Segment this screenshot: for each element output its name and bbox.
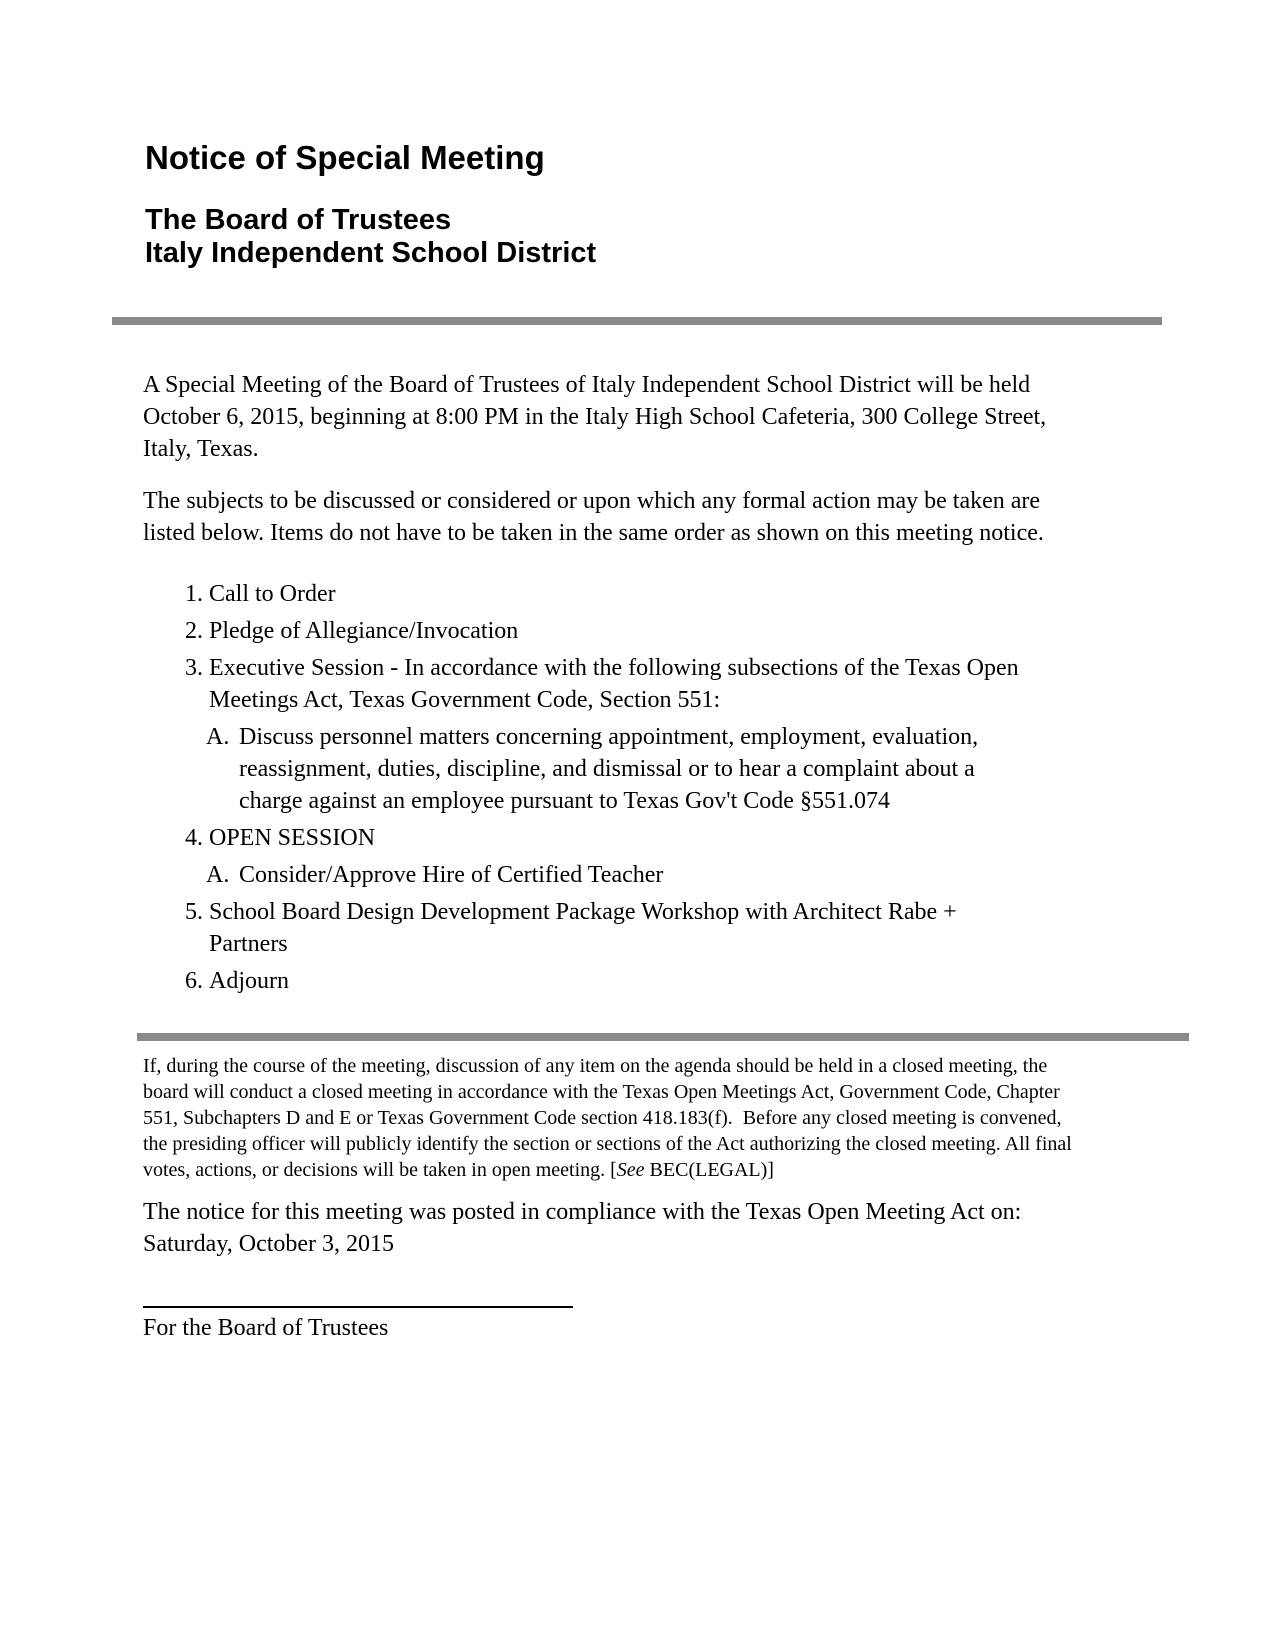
agenda-item-3A: [143, 721, 1019, 817]
item-marker: A.: [206, 724, 230, 750]
text-line-with-citation: [143, 1157, 1072, 1183]
text-line: Discuss personnel matters concerning appointment, employment, evaluation,: [239, 724, 979, 750]
text-line: the presiding officer will publicly identify the section or sections of the Act authorizing the closed meeting. All final: [143, 1133, 1072, 1155]
item-marker: 2.: [185, 618, 203, 644]
text-line: October 6, 2015, beginning at 8:00 PM in the Italy High School Cafeteria, 300 College Street,: [143, 404, 1047, 430]
text-line: If, during the course of the meeting, discussion of any item on the agenda should be held in a closed meeting, the: [143, 1055, 1048, 1077]
text-line: Partners: [209, 931, 288, 957]
item-marker: A.: [206, 862, 230, 888]
citation-suffix: BEC(LEGAL)]: [644, 1159, 774, 1181]
posting-statement: [143, 1196, 1021, 1260]
text-line: charge against an employee pursuant to Texas Gov't Code §551.074: [239, 788, 890, 814]
text-line: Italy, Texas.: [143, 436, 259, 462]
subtitle-org: The Board of Trustees: [145, 204, 452, 236]
agenda-item-6: [143, 965, 1019, 997]
text-line: 551, Subchapters D and E or Texas Government Code section 418.183(f). Before any closed meeting is convened,: [143, 1107, 1062, 1129]
text-line: Meetings Act, Texas Government Code, Section 551:: [209, 687, 721, 713]
bottom-divider-rule: [137, 1033, 1189, 1041]
text-line: The subjects to be discussed or considered or upon which any formal action may be taken are: [143, 488, 1041, 514]
text-line: Adjourn: [209, 968, 289, 994]
subtitle-district: Italy Independent School District: [145, 237, 597, 269]
text-line: OPEN SESSION: [209, 825, 376, 851]
signature-block: [143, 1306, 573, 1344]
item-marker: 5.: [185, 899, 203, 925]
agenda-item-3: [143, 652, 1019, 716]
text-line: School Board Design Development Package Workshop with Architect Rabe +: [209, 899, 957, 925]
signature-line: [143, 1306, 573, 1308]
item-text: [209, 822, 375, 854]
item-text: [209, 896, 957, 960]
item-text: [239, 859, 663, 891]
text-line: Consider/Approve Hire of Certified Teacher: [239, 862, 664, 888]
citation-see-italic: See: [616, 1159, 645, 1181]
item-marker: 1.: [185, 581, 203, 607]
document-subtitle: [145, 204, 596, 270]
agenda-item-5: [143, 896, 1019, 960]
item-marker: 6.: [185, 968, 203, 994]
subjects-paragraph: [143, 485, 1044, 549]
item-text: [239, 721, 978, 817]
text-line: Pledge of Allegiance/Invocation: [209, 618, 519, 644]
item-text: [209, 965, 289, 997]
text-line: board will conduct a closed meeting in accordance with the Texas Open Meetings Act, Government Code, Chapter: [143, 1081, 1060, 1103]
text-line: Call to Order: [209, 581, 336, 607]
agenda-item-1: [143, 578, 1019, 610]
agenda-item-2: [143, 615, 1019, 647]
closed-meeting-legal-paragraph: [143, 1053, 1072, 1183]
item-text: [209, 652, 1019, 716]
meeting-details-paragraph: [143, 369, 1046, 465]
text-line: A Special Meeting of the Board of Trustees of Italy Independent School District will be held: [143, 372, 1031, 398]
signature-label: For the Board of Trustees: [143, 1315, 389, 1341]
agenda-item-4: [143, 822, 1019, 854]
top-divider-rule: [112, 317, 1162, 325]
text-line: listed below. Items do not have to be taken in the same order as shown on this meeting notice.: [143, 520, 1044, 546]
text-line: Executive Session - In accordance with the following subsections of the Texas Open: [209, 655, 1019, 681]
text-line: reassignment, duties, discipline, and dismissal or to hear a complaint about a: [239, 756, 975, 782]
agenda-list: [143, 578, 1019, 1002]
item-text: [209, 615, 518, 647]
posting-date: Saturday, October 3, 2015: [143, 1231, 395, 1257]
item-text: [209, 578, 336, 610]
page-title: Notice of Special Meeting: [145, 139, 545, 176]
document-header: [145, 138, 596, 270]
item-marker: 4.: [185, 825, 203, 851]
item-marker: 3.: [185, 655, 203, 681]
agenda-item-4A: [143, 859, 1019, 891]
text-line: The notice for this meeting was posted in compliance with the Texas Open Meeting Act on:: [143, 1199, 1022, 1225]
citation-prefix: votes, actions, or decisions will be taken in open meeting. [: [143, 1159, 617, 1181]
